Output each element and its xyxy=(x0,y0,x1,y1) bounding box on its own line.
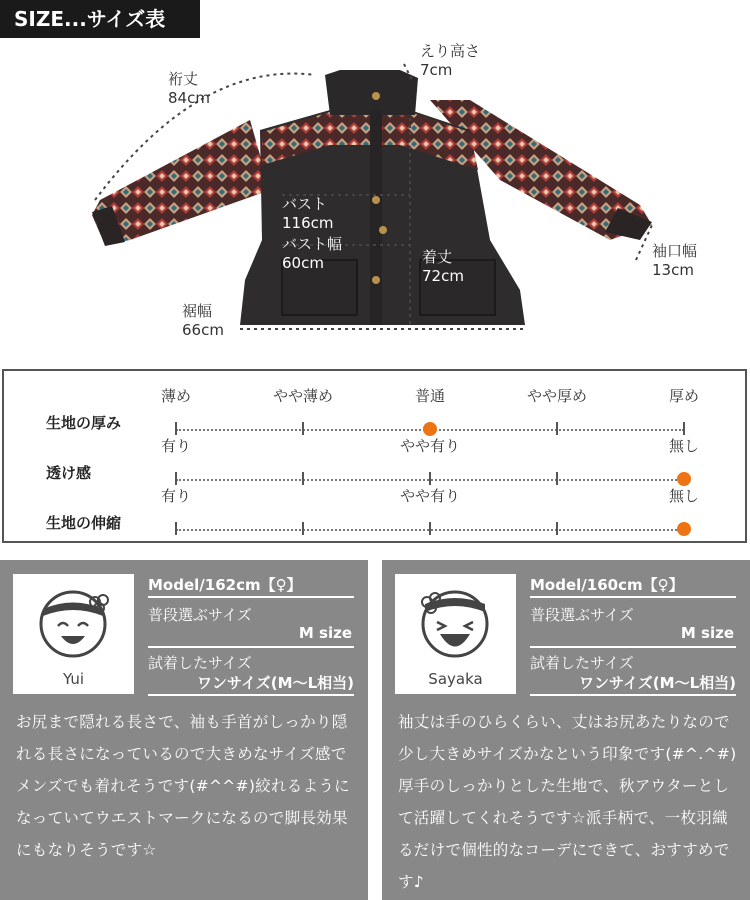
avatar xyxy=(395,574,516,694)
tick-label: 薄め xyxy=(160,387,192,405)
avatar xyxy=(13,574,134,694)
fabric-row-label: 生地の伸縮 xyxy=(46,514,122,532)
scale-tick xyxy=(175,472,177,485)
yukitake-measure: 裄丈 84cm xyxy=(168,70,210,107)
scale-tick xyxy=(302,522,304,535)
tick-label: 厚め xyxy=(668,387,700,405)
scale-tick xyxy=(429,472,431,485)
cuff-width-measure: 袖口幅 13cm xyxy=(652,242,698,279)
usual-size-label: 普段選ぶサイズ xyxy=(148,606,252,624)
model-panel-sayaka xyxy=(382,560,750,900)
tick-label: 有り xyxy=(160,487,192,505)
jacket-figure xyxy=(0,40,750,360)
tried-size-label: 試着したサイズ xyxy=(148,654,252,672)
tick-label: やや有り xyxy=(399,487,461,505)
fabric-row-transparency xyxy=(4,435,745,485)
fabric-row-label: 透け感 xyxy=(46,464,92,482)
bust-width-measure: バスト幅 60cm xyxy=(282,235,343,272)
bust-measure: バスト 116cm xyxy=(282,195,334,232)
tried-size-value: ワンサイズ(M〜L相当) xyxy=(579,674,736,692)
scale-tick xyxy=(556,472,558,485)
scale-tick xyxy=(556,522,558,535)
collar-height-measure: えり高さ 7cm xyxy=(420,42,481,79)
model-name: Sayaka xyxy=(428,670,483,688)
tick-label: やや薄め xyxy=(272,387,334,405)
scale-tick xyxy=(429,522,431,535)
model-comment: 袖丈は手のひらくらい、丈はお尻あたりなので少し大きめサイズかなという印象です(#^.^#)厚手のしっかりとした生地で、秋アウターとして活躍してくれそうです☆派手柄で、一枚羽織るだけで個性的なコーデにできて、おすすめです♪ xyxy=(398,713,737,891)
tick-label: 無し xyxy=(668,437,700,455)
winking-face-icon xyxy=(395,574,516,674)
divider xyxy=(530,694,736,696)
fabric-row-stretch xyxy=(4,485,745,535)
model-title: Model/160cm【♀】 xyxy=(530,576,684,594)
smiling-face-icon xyxy=(13,574,134,674)
model-comment: お尻まで隠れる長さで、袖も手首がしっかり隠れる長さになっているので大きめなサイズ感でメンズでも着れそうです(#^^#)絞れるようになっていてウエストマークになるので脚長効果にもなりそうです☆ xyxy=(16,713,350,859)
usual-size-value: M size xyxy=(680,624,734,642)
usual-size-label: 普段選ぶサイズ xyxy=(530,606,634,624)
tick-label: 普通 xyxy=(414,387,446,405)
model-panel-yui xyxy=(0,560,368,900)
usual-size-value: M size xyxy=(298,624,352,642)
fabric-table xyxy=(2,369,747,543)
divider xyxy=(148,694,354,696)
model-title: Model/162cm【♀】 xyxy=(148,576,302,594)
selected-level-dot xyxy=(677,522,691,536)
tick-label: やや有り xyxy=(399,437,461,455)
selected-level-dot xyxy=(423,422,437,436)
model-name: Yui xyxy=(62,670,85,688)
fabric-row-label: 生地の厚み xyxy=(46,414,122,432)
divider xyxy=(148,646,354,648)
selected-level-dot xyxy=(677,472,691,486)
scale-tick xyxy=(175,522,177,535)
length-measure: 着丈 72cm xyxy=(422,248,464,285)
jacket-illustration xyxy=(0,40,750,360)
scale-tick xyxy=(683,422,685,435)
tick-label: やや厚め xyxy=(526,387,588,405)
tried-size-value: ワンサイズ(M〜L相当) xyxy=(197,674,354,692)
hem-width-measure: 裾幅 66cm xyxy=(182,302,224,339)
scale-tick xyxy=(556,422,558,435)
tick-label: 有り xyxy=(160,437,192,455)
scale-tick xyxy=(175,422,177,435)
size-chart-header: SIZE...サイズ表 xyxy=(0,0,200,38)
divider xyxy=(530,596,736,598)
divider xyxy=(530,646,736,648)
scale-tick xyxy=(302,472,304,485)
tick-label: 無し xyxy=(668,487,700,505)
tried-size-label: 試着したサイズ xyxy=(530,654,634,672)
scale-tick xyxy=(302,422,304,435)
divider xyxy=(148,596,354,598)
fabric-row-thickness xyxy=(4,385,745,435)
